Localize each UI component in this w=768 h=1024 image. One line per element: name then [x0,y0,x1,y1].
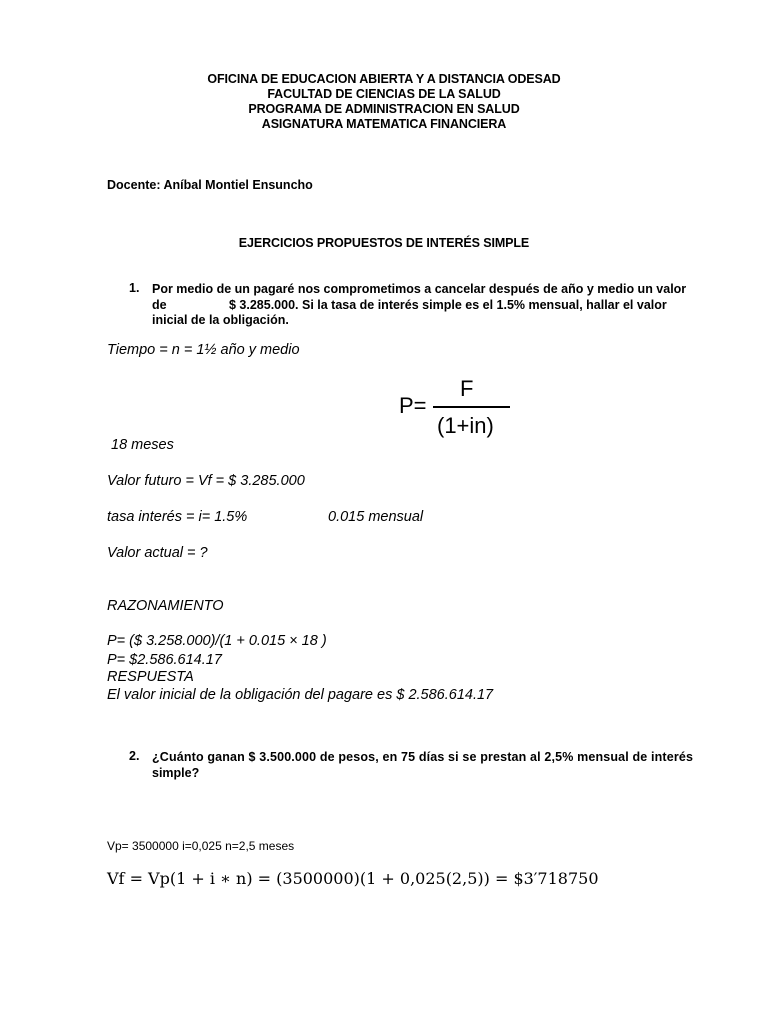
tasa-line: tasa interés = i= 1.5% [107,509,248,525]
exercise-2-text-line-1: ¿Cuánto ganan $ 3.500.000 de pesos, en 75 días si se prestan al 2,5% mensual de interés [152,750,694,764]
teacher-name: Docente: Aníbal Montiel Ensuncho [107,178,313,192]
formula-p: P= [399,393,427,418]
section-title: EJERCICIOS PROPUESTOS DE INTERÉS SIMPLE [238,236,530,250]
respuesta-heading: RESPUESTA [107,669,194,685]
calc-line-2: P= $2.586.614.17 [107,652,222,668]
exercise-2-data: Vp= 3500000 i=0,025 n=2,5 meses [107,839,295,853]
header-line-4: ASIGNATURA MATEMATICA FINANCIERA [261,117,507,131]
tasa-decimal: 0.015 mensual [328,509,424,525]
tiempo-line: Tiempo = n = 1½ año y medio [107,342,300,358]
meses-line: 18 meses [111,437,174,453]
header-line-1: OFICINA DE EDUCACION ABIERTA Y A DISTANCIA ODESAD [207,72,561,86]
valor-actual-line: Valor actual = ? [107,545,208,561]
formula-denominator: (1+in) [437,413,494,438]
exercise-2-equation: Vf = Vp(1 + i ∗ n) = (3500000)(1 + 0,025(2,5)) = $3′718750 [107,869,599,888]
exercise-1-text-line-2b: $ 3.285.000. Si la tasa de interés simple es el 1.5% mensual, hallar el valor [229,298,667,312]
exercise-1-text-line-1: Por medio de un pagaré nos comprometimos a cancelar después de año y medio un valor [152,282,687,296]
exercise-2-text-line-2: simple? [152,766,200,780]
razonamiento-heading: RAZONAMIENTO [107,598,224,614]
exercise-1-text-line-3: inicial de la obligación. [152,313,289,327]
exercise-1-number: 1. [129,281,140,295]
header-line-3: PROGRAMA DE ADMINISTRACION EN SALUD [248,102,520,116]
header-line-2: FACULTAD DE CIENCIAS DE LA SALUD [267,87,501,101]
exercise-2-number: 2. [129,749,140,763]
fraction-bar [433,406,510,408]
exercise-1-text-line-2a: de [152,298,167,312]
valor-futuro-line: Valor futuro = Vf = $ 3.285.000 [107,473,305,489]
calc-line-1: P= ($ 3.258.000)/(1 + 0.015 × 18 ) [107,633,327,649]
formula-numerator: F [460,376,474,401]
conclusion-line: El valor inicial de la obligación del pagare es $ 2.586.614.17 [107,687,494,703]
